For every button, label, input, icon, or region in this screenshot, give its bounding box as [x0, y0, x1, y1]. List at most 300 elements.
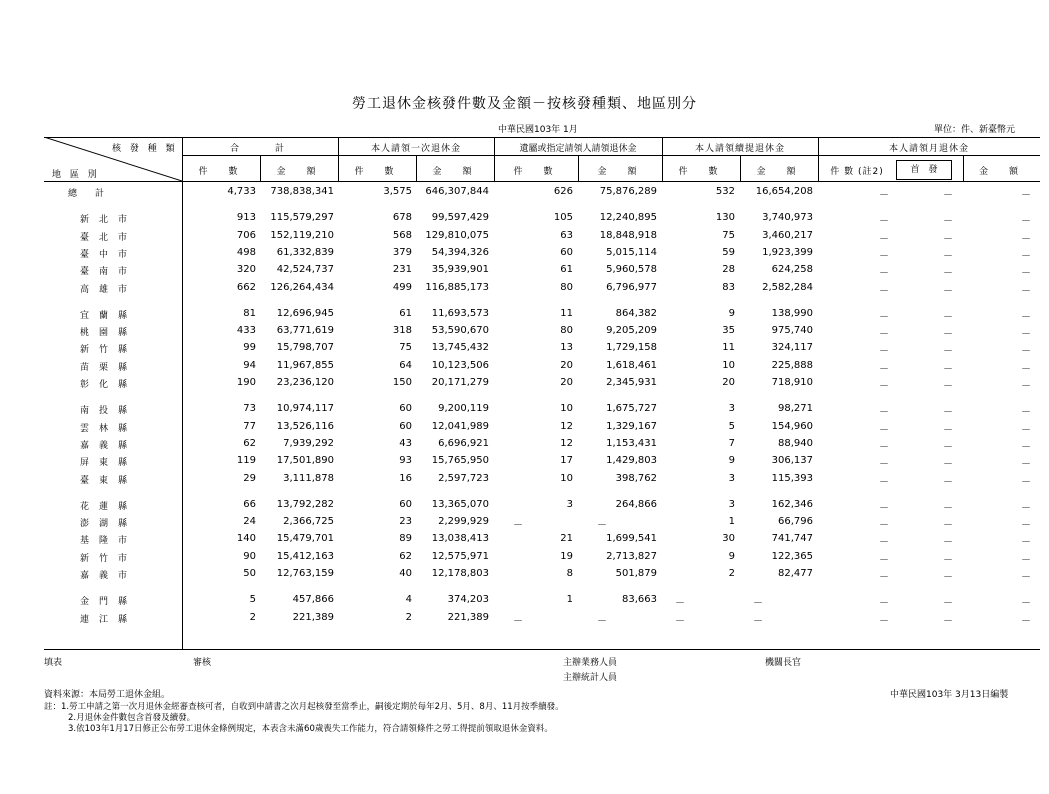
monthly-dash-cell: －	[943, 329, 953, 341]
amount-cell: 61,332,839	[276, 246, 334, 258]
monthly-dash-cell: －	[943, 441, 953, 453]
group-survivor: 遺屬或指定請領人請領退休金	[519, 144, 637, 154]
monthly-dash-cell: －	[879, 554, 889, 566]
region-name: 嘉義縣	[80, 440, 138, 451]
amount-cell: 152,119,210	[270, 229, 334, 241]
amount-cell: 75,876,289	[599, 186, 657, 197]
amount-cell: 3,740,973	[762, 212, 813, 224]
monthly-dash-cell: －	[879, 407, 889, 419]
region-name: 新北市	[80, 215, 138, 226]
count-cell: 105	[553, 212, 573, 224]
count-cell: 20	[560, 359, 573, 371]
amount-cell: 126,264,434	[270, 281, 334, 293]
monthly-dash-cell: －	[943, 572, 953, 583]
amount-cell: 12,041,989	[431, 420, 489, 432]
amount-cell: 13,365,070	[431, 498, 489, 510]
monthly-dash-cell: －	[879, 363, 889, 375]
monthly-dash-cell: －	[1021, 572, 1031, 583]
count-cell: 11	[722, 342, 735, 354]
region-name: 臺北市	[80, 232, 138, 243]
monthly-dash-cell: －	[943, 346, 953, 358]
amount-cell: 98,271	[778, 403, 813, 415]
count-cell: 913	[236, 212, 256, 224]
amount-cell: 18,848,918	[599, 229, 657, 241]
table-row	[0, 403, 1049, 419]
count-cell: 21	[560, 533, 573, 545]
count-cell: 23	[399, 516, 412, 528]
amount-cell: 7,939,292	[283, 437, 334, 449]
amount-cell: 82,477	[778, 568, 813, 579]
count-cell: 3	[728, 498, 735, 510]
count-cell: 59	[722, 246, 735, 258]
amount-cell: 16,654,208	[755, 186, 813, 197]
region-name: 連江縣	[80, 614, 138, 625]
count-cell: 10	[560, 403, 573, 415]
count-cell: 9	[728, 550, 735, 562]
count-cell: 80	[560, 281, 573, 293]
amount-cell: 12,178,803	[431, 568, 489, 579]
col-amount: 金 額	[756, 167, 802, 177]
count-cell: 318	[392, 325, 412, 337]
count-cell: －	[513, 615, 523, 627]
table-row	[0, 594, 1049, 610]
region-name: 臺中市	[80, 249, 138, 260]
count-cell: 83	[722, 281, 735, 293]
monthly-dash-cell: －	[943, 363, 953, 375]
count-cell: 568	[392, 229, 412, 241]
table-row	[0, 421, 1049, 437]
footer-reviewer: 審核	[193, 658, 212, 668]
count-cell: 10	[560, 472, 573, 484]
table-row	[0, 551, 1049, 567]
region-name: 花蓮縣	[80, 501, 138, 512]
count-cell: 2	[405, 611, 412, 623]
amount-cell: 646,307,844	[425, 186, 489, 197]
note-1: 註：1.勞工申請之第一次月退休金經審查核可者，自收到申請書之次月起核發至當季止，嗣後定期於每年2月、5月、8月、11月按季續發。	[44, 702, 564, 712]
region-name: 臺東縣	[80, 475, 138, 486]
table-row	[0, 230, 1049, 246]
col-count: 件 數	[678, 167, 724, 177]
monthly-dash-cell: －	[879, 250, 889, 262]
count-cell: 499	[392, 281, 412, 293]
count-cell: 3	[728, 472, 735, 484]
kind-label: 核 發 種 類	[112, 144, 178, 154]
count-cell: 130	[715, 212, 735, 224]
monthly-dash-cell: －	[879, 329, 889, 341]
amount-cell: 15,765,950	[431, 455, 489, 467]
count-cell: －	[675, 615, 685, 627]
amount-cell: 10,123,506	[431, 359, 489, 371]
amount-cell: 501,879	[615, 568, 657, 579]
monthly-dash-cell: －	[879, 520, 889, 532]
monthly-dash-cell: －	[1021, 407, 1031, 419]
table-row	[0, 612, 1049, 628]
monthly-dash-cell: －	[879, 285, 889, 297]
count-cell: 2	[728, 568, 735, 579]
monthly-dash-cell: －	[943, 216, 953, 228]
monthly-dash-cell: －	[879, 598, 889, 610]
count-cell: 4,733	[227, 186, 256, 197]
count-cell: 3	[728, 403, 735, 415]
amount-cell: 88,940	[778, 437, 813, 449]
count-cell: 29	[243, 472, 256, 484]
table-row	[0, 473, 1049, 489]
region-name: 新竹縣	[80, 345, 138, 356]
count-cell: 10	[722, 359, 735, 371]
monthly-dash-cell: －	[879, 476, 889, 488]
count-cell: 662	[236, 281, 256, 293]
col-count: 件 數	[513, 167, 559, 177]
monthly-dash-cell: －	[879, 311, 889, 323]
count-cell: 99	[243, 342, 256, 354]
amount-cell: 624,258	[771, 264, 813, 276]
monthly-dash-cell: －	[1021, 285, 1031, 297]
region-label: 地 區 別	[52, 170, 100, 180]
monthly-dash-cell: －	[1021, 476, 1031, 488]
monthly-dash-cell: －	[943, 615, 953, 627]
table-row	[0, 499, 1049, 515]
amount-cell: －	[597, 520, 607, 532]
table-row	[0, 247, 1049, 263]
monthly-dash-cell: －	[943, 268, 953, 280]
amount-cell: 12,696,945	[276, 307, 334, 319]
count-cell: 60	[560, 246, 573, 258]
count-cell: 28	[722, 264, 735, 276]
count-cell: 89	[399, 533, 412, 545]
region-name: 屏東縣	[80, 458, 138, 469]
count-cell: 62	[243, 437, 256, 449]
monthly-dash-cell: －	[943, 476, 953, 488]
amount-cell: 741,747	[771, 533, 813, 545]
data-source: 資料來源：本局勞工退休金組。	[44, 690, 171, 700]
monthly-dash-cell: －	[1021, 459, 1031, 471]
region-name: 宜蘭縣	[80, 310, 138, 321]
group-continued: 本人請領續提退休金	[694, 144, 785, 154]
table-row	[0, 264, 1049, 280]
monthly-dash-cell: －	[943, 520, 953, 532]
count-cell: 75	[722, 229, 735, 241]
amount-cell: 1,699,541	[606, 533, 657, 545]
amount-cell: 66,796	[778, 516, 813, 528]
monthly-dash-cell: －	[879, 615, 889, 627]
monthly-dash-cell: －	[1021, 190, 1031, 201]
col-first-issue: 首 發	[896, 160, 952, 180]
table-row	[0, 533, 1049, 549]
monthly-dash-cell: －	[1021, 554, 1031, 566]
header-bottom-rule	[44, 181, 1040, 182]
amount-cell: 115,393	[771, 472, 813, 484]
amount-cell: 13,038,413	[431, 533, 489, 545]
count-cell: 17	[560, 455, 573, 467]
amount-cell: 2,582,284	[762, 281, 813, 293]
monthly-dash-cell: －	[943, 407, 953, 419]
amount-cell: 6,696,921	[438, 437, 489, 449]
monthly-dash-cell: －	[943, 598, 953, 610]
monthly-dash-cell: －	[1021, 424, 1031, 436]
monthly-dash-cell: －	[943, 424, 953, 436]
monthly-dash-cell: －	[879, 572, 889, 583]
monthly-dash-cell: －	[879, 424, 889, 436]
amount-cell: 221,389	[447, 611, 489, 623]
amount-cell: 11,967,855	[276, 359, 334, 371]
monthly-dash-cell: －	[879, 441, 889, 453]
count-cell: 1	[566, 594, 573, 606]
monthly-dash-cell: －	[879, 537, 889, 549]
count-cell: 94	[243, 359, 256, 371]
amount-cell: 10,974,117	[276, 403, 334, 415]
amount-cell: 15,412,163	[276, 550, 334, 562]
region-name: 南投縣	[80, 406, 138, 417]
count-cell: 61	[399, 307, 412, 319]
amount-cell: 2,597,723	[438, 472, 489, 484]
amount-cell: 374,203	[447, 594, 489, 606]
footer-filler: 填表	[44, 658, 63, 668]
amount-cell: 23,236,120	[276, 377, 334, 388]
monthly-dash-cell: －	[1021, 216, 1031, 228]
monthly-dash-cell: －	[943, 381, 953, 392]
count-cell: 73	[243, 403, 256, 415]
count-cell: 77	[243, 420, 256, 432]
count-cell: 626	[553, 186, 573, 197]
count-cell: 62	[399, 550, 412, 562]
count-cell: 190	[236, 377, 256, 388]
amount-cell: 5,015,114	[606, 246, 657, 258]
col-count: 件 數	[198, 167, 244, 177]
count-cell: 16	[399, 472, 412, 484]
count-cell: 30	[722, 533, 735, 545]
table-row	[0, 308, 1049, 324]
amount-cell: 13,745,432	[431, 342, 489, 354]
count-cell: 75	[399, 342, 412, 354]
region-name: 金門縣	[80, 597, 138, 608]
count-cell: 150	[392, 377, 412, 388]
monthly-dash-cell: －	[1021, 233, 1031, 245]
amount-cell: 11,693,573	[431, 307, 489, 319]
table-row	[0, 438, 1049, 454]
amount-cell: 1,153,431	[606, 437, 657, 449]
monthly-dash-cell: －	[943, 250, 953, 262]
monthly-dash-cell: －	[1021, 381, 1031, 392]
count-cell: 5	[728, 420, 735, 432]
amount-cell: 398,762	[615, 472, 657, 484]
count-cell: 3	[566, 498, 573, 510]
amount-cell: 42,524,737	[276, 264, 334, 276]
amount-cell: 324,117	[771, 342, 813, 354]
monthly-dash-cell: －	[1021, 441, 1031, 453]
table-row	[0, 455, 1049, 471]
monthly-dash-cell: －	[943, 233, 953, 245]
amount-cell: 1,429,803	[606, 455, 657, 467]
amount-cell: 63,771,619	[276, 325, 334, 337]
footer-head: 機關長官	[765, 658, 802, 668]
amount-cell: 15,798,707	[276, 342, 334, 354]
monthly-dash-cell: －	[943, 554, 953, 566]
amount-cell: 35,939,901	[431, 264, 489, 276]
table-row	[0, 516, 1049, 532]
count-cell: 81	[243, 307, 256, 319]
count-cell: 60	[399, 420, 412, 432]
monthly-dash-cell: －	[1021, 598, 1031, 610]
count-cell: 231	[392, 264, 412, 276]
amount-cell: 13,526,116	[276, 420, 334, 432]
compiled-date: 中華民國103年 3月13日編製	[890, 690, 1009, 700]
col-amount: 金 額	[978, 167, 1024, 177]
region-name: 基隆市	[80, 536, 138, 547]
amount-cell: 225,888	[771, 359, 813, 371]
col-count: 件 數	[354, 167, 400, 177]
count-cell: 7	[728, 437, 735, 449]
amount-cell: 13,792,282	[276, 498, 334, 510]
table-row	[0, 282, 1049, 298]
count-cell: 12	[560, 420, 573, 432]
amount-cell: 306,137	[771, 455, 813, 467]
monthly-dash-cell: －	[879, 216, 889, 228]
count-cell: 532	[715, 186, 735, 197]
table-row	[0, 568, 1049, 584]
monthly-dash-cell: －	[943, 502, 953, 514]
amount-cell: 9,200,119	[438, 403, 489, 415]
amount-cell: 738,838,341	[270, 186, 334, 197]
count-cell: 66	[243, 498, 256, 510]
amount-cell: －	[597, 615, 607, 627]
count-cell: 1	[728, 516, 735, 528]
note-2: 2.月退休金件數包含首發及續發。	[68, 713, 196, 723]
count-cell: 379	[392, 246, 412, 258]
amount-cell: 12,575,971	[431, 550, 489, 562]
region-name: 桃園縣	[80, 328, 138, 339]
page-title: 勞工退休金核發件數及金額－按核發種類、地區別分	[352, 96, 697, 112]
monthly-dash-cell: －	[879, 502, 889, 514]
amount-cell: 718,910	[771, 377, 813, 388]
amount-cell: 54,394,326	[431, 246, 489, 258]
count-cell: 24	[243, 516, 256, 528]
count-cell: 4	[405, 594, 412, 606]
monthly-dash-cell: －	[1021, 502, 1031, 514]
count-cell: 35	[722, 325, 735, 337]
amount-cell: 1,729,158	[606, 342, 657, 354]
region-name: 總 計	[68, 189, 105, 199]
monthly-dash-cell: －	[879, 268, 889, 280]
count-cell: 90	[243, 550, 256, 562]
region-name: 新竹市	[80, 553, 138, 564]
monthly-dash-cell: －	[1021, 329, 1031, 341]
table-row	[0, 360, 1049, 376]
col-amount: 金 額	[276, 167, 322, 177]
amount-cell: 12,240,895	[599, 212, 657, 224]
col-amount: 金 額	[432, 167, 478, 177]
amount-cell: 2,713,827	[606, 550, 657, 562]
count-cell: 50	[243, 568, 256, 579]
region-name: 高雄市	[80, 284, 138, 295]
table-row	[0, 377, 1049, 393]
col-count-note: 件 數 (註2)	[830, 167, 884, 177]
count-cell: 93	[399, 455, 412, 467]
group-monthly: 本人請領月退休金	[888, 144, 969, 154]
amount-cell: 2,345,931	[606, 377, 657, 388]
amount-cell: 116,885,173	[425, 281, 489, 293]
amount-cell: 9,205,209	[606, 325, 657, 337]
amount-cell: 3,111,878	[283, 472, 334, 484]
region-name: 彰化縣	[80, 380, 138, 390]
amount-cell: 17,501,890	[276, 455, 334, 467]
monthly-dash-cell: －	[943, 190, 953, 201]
amount-cell: 1,618,461	[606, 359, 657, 371]
count-cell: 706	[236, 229, 256, 241]
table-bottom-rule	[44, 649, 1040, 650]
count-cell: 20	[722, 377, 735, 388]
amount-cell: 457,866	[292, 594, 334, 606]
amount-cell: 154,960	[771, 420, 813, 432]
count-cell: 63	[560, 229, 573, 241]
region-name: 嘉義市	[80, 571, 138, 581]
count-cell: 80	[560, 325, 573, 337]
region-name: 臺南市	[80, 267, 138, 278]
count-cell: 9	[728, 307, 735, 319]
count-cell: 11	[560, 307, 573, 319]
count-cell: 60	[399, 498, 412, 510]
amount-cell: 2,366,725	[283, 516, 334, 528]
amount-cell: 264,866	[615, 498, 657, 510]
amount-cell: 129,810,075	[425, 229, 489, 241]
count-cell: 320	[236, 264, 256, 276]
count-cell: 9	[728, 455, 735, 467]
count-cell: －	[675, 598, 685, 610]
count-cell: 60	[399, 403, 412, 415]
monthly-dash-cell: －	[879, 233, 889, 245]
monthly-dash-cell: －	[879, 346, 889, 358]
monthly-dash-cell: －	[879, 459, 889, 471]
count-cell: 2	[249, 611, 256, 623]
amount-cell: 20,171,279	[431, 377, 489, 388]
monthly-dash-cell: －	[943, 285, 953, 297]
group-total: 合 計	[229, 144, 290, 154]
monthly-dash-cell: －	[879, 381, 889, 392]
count-cell: 678	[392, 212, 412, 224]
amount-cell: 122,365	[771, 550, 813, 562]
count-cell: 64	[399, 359, 412, 371]
amount-cell: 83,663	[622, 594, 657, 606]
amount-cell: 1,675,727	[606, 403, 657, 415]
amount-cell: 12,763,159	[276, 568, 334, 579]
monthly-dash-cell: －	[1021, 363, 1031, 375]
amount-cell: 162,346	[771, 498, 813, 510]
monthly-dash-cell: －	[1021, 615, 1031, 627]
table-row	[0, 342, 1049, 358]
amount-cell: 3,460,217	[762, 229, 813, 241]
footer-stats-staff: 主辦統計人員	[563, 673, 618, 683]
count-cell: 61	[560, 264, 573, 276]
count-cell: 43	[399, 437, 412, 449]
count-cell: 8	[566, 568, 573, 579]
monthly-dash-cell: －	[1021, 250, 1031, 262]
monthly-dash-cell: －	[1021, 346, 1031, 358]
count-cell: －	[513, 520, 523, 532]
amount-cell: 975,740	[771, 325, 813, 337]
monthly-dash-cell: －	[1021, 268, 1031, 280]
header-mid-rule	[182, 155, 1040, 156]
table-row	[0, 212, 1049, 228]
count-cell: 433	[236, 325, 256, 337]
amount-cell: 15,479,701	[276, 533, 334, 545]
count-cell: 3,575	[383, 186, 412, 197]
amount-cell: －	[753, 598, 763, 610]
count-cell: 140	[236, 533, 256, 545]
count-cell: 5	[249, 594, 256, 606]
monthly-dash-cell: －	[1021, 311, 1031, 323]
count-cell: 12	[560, 437, 573, 449]
monthly-dash-cell: －	[943, 537, 953, 549]
region-name: 澎湖縣	[80, 519, 138, 530]
